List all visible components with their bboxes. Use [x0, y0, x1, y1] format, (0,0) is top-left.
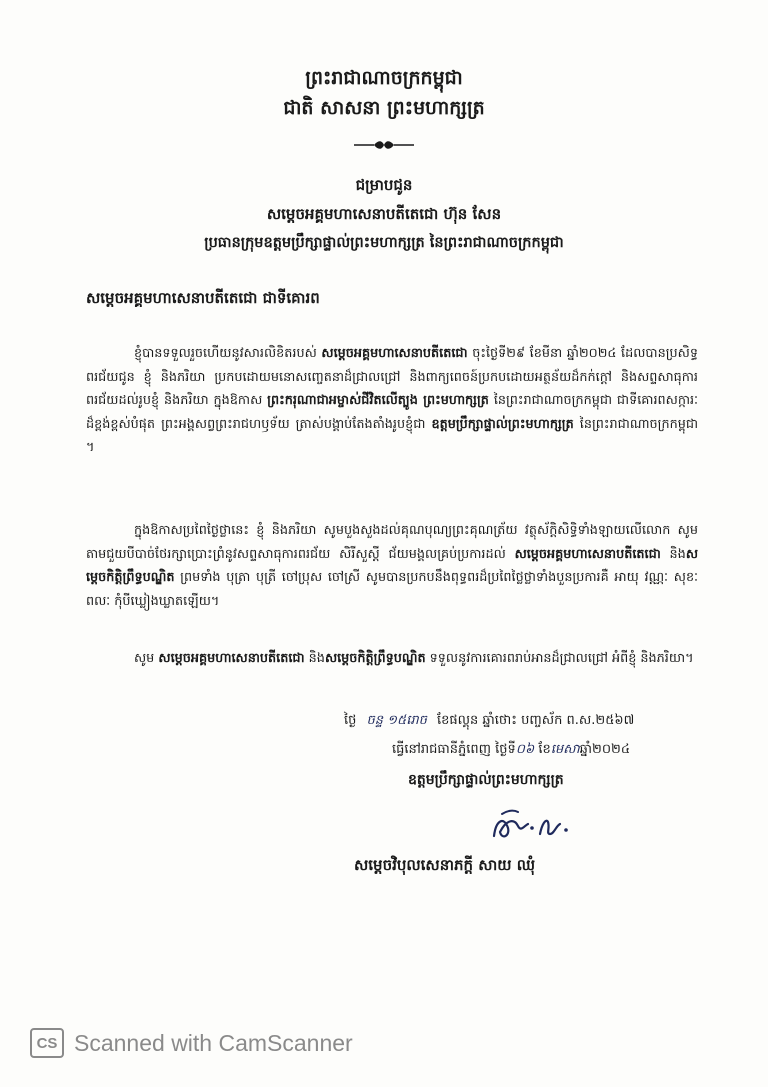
signer-name: សម្តេចវិបុលសេនាភក្តី សាយ ឈុំ — [354, 856, 536, 874]
paragraph-bold-text: សម្តេចអគ្គមហាសេនាបតីតេជោ — [158, 651, 305, 666]
paragraph-text: និង — [304, 651, 325, 666]
national-motto: ជាតិ សាសនា ព្រះមហាក្សត្រ — [283, 97, 485, 119]
paragraph-text: ទទួលនូវការគោរពរាប់អានដ៏ជ្រាលជ្រៅ អំពីខ្ញុំ និងភរិយា។ — [425, 651, 694, 666]
watermark-text: Scanned with CamScanner — [74, 1029, 353, 1056]
salutation: សម្តេចអគ្គមហាសេនាបតីតេជោ ជាទីគោរព — [86, 289, 320, 307]
place-middle: ខែ — [534, 742, 551, 757]
paragraph-text: នៃព្រះរាជាណាចក្រកម្ពុជា ជាទីគោរពសក្ការៈដ៏ខ្ពង់ខ្ពស់បំផុត ព្រះអង្គសព្វព្រះរាជហឫទ័យ ត្រាស់បង្គាប់តែងតាំងរូបខ្ញុំជា — [86, 393, 698, 432]
recipient-label: ជម្រាបជូន — [355, 176, 413, 194]
paragraph-text: និង — [660, 546, 686, 562]
date-prefix: ថ្ងៃ — [344, 713, 357, 728]
camscanner-watermark — [30, 1028, 353, 1058]
paragraph-text: សូម — [134, 651, 159, 666]
body-paragraph-3 — [86, 647, 698, 671]
camscanner-logo-icon: CS — [30, 1028, 64, 1058]
paragraph-bold-text: ឧត្តមប្រឹក្សាផ្ទាល់ព្រះមហាក្សត្រ — [431, 416, 574, 432]
place-prefix: ធ្វើនៅរាជធានីភ្នំពេញ ថ្ងៃទី — [392, 742, 516, 757]
handwritten-day: ០៦ — [515, 742, 535, 757]
paragraph-bold-text: សម្តេចអគ្គមហាសេនាបតីតេជោ — [321, 346, 468, 361]
paragraph-text: ខ្ញុំបានទទួលរួចហើយនូវសារលិខិតរបស់ — [134, 346, 322, 361]
paragraph-bold-text: ព្រះករុណាជាអម្ចាស់ជីវិតលើត្បូង ព្រះមហាក្សត្រ — [267, 393, 489, 409]
ornament-divider — [0, 138, 768, 152]
date-suffix: ខែផល្គុន ឆ្នាំថោះ បញ្ចស័ក ព.ស.២៥៦៧ — [436, 713, 635, 728]
recipient-name: សម្តេចអគ្គមហាសេនាបតីតេជោ ហ៊ុន សែន — [266, 205, 502, 223]
paragraph-text: ចុះថ្ងៃទី២៩ ខែមីនា ឆ្នាំ២០២៤ ដែលបានប្រសិទ្ធពរជ័យជូន ខ្ញុំ និងភរិយា ប្រកបដោយមនោសញ្ចេតនាដ៏ជ្រាលជ្រៅ និងពាក្យពេចន៍ប្រកបដោយអត្ថន័យដ៏កក់ក្តៅ និងសព្ទសាធុការពរជ័យដល់រូបខ្ញុំ និងភរិយា ក្នុងឱកាស — [86, 346, 698, 409]
handwritten-date: ចន្ទ ១៥រោច — [366, 713, 427, 728]
paragraph-bold-text: សម្តេចកិត្តិព្រឹទ្ធបណ្ឌិត — [86, 546, 698, 586]
paragraph-bold-text: សម្តេចអគ្គមហាសេនាបតីតេជោ — [514, 546, 661, 562]
paragraph-text: នៃព្រះរាជាណាចក្រកម្ពុជា ។ — [86, 416, 699, 456]
paragraph-text: ព្រមទាំង បុត្រា បុត្រី ចៅប្រុស ចៅស្រី សូមបានប្រកបនឹងពុទ្ធពរដ៏ប្រពៃថ្លៃថ្លាទាំងបួនប្រការគឺ អាយុ វណ្ណៈ សុខៈ ពលៈ កុំបីឃ្លៀងឃ្លាតឡើយ។ — [86, 570, 698, 609]
sender-office: ឧត្តមប្រឹក្សាផ្ទាល់ព្រះមហាក្សត្រ — [408, 772, 564, 788]
body-paragraph-2 — [86, 519, 698, 613]
body-paragraph-1 — [86, 342, 698, 460]
recipient-title: ប្រធានក្រុមឧត្តមប្រឹក្សាផ្ទាល់ព្រះមហាក្សត្រ នៃព្រះរាជាណាចក្រកម្ពុជា — [204, 235, 564, 251]
paragraph-bold-text: សម្តេចកិត្តិព្រឹទ្ធបណ្ឌិត — [324, 651, 426, 666]
paragraph-text: ក្នុងឱកាសប្រពៃថ្ងៃថ្លានេះ ខ្ញុំ និងភរិយា សូមបួងសួងដល់គុណបុណ្យព្រះគុណត្រ័យ វត្ថុស័ក្តិសិទ្ធិទាំងឡាយលើលោក សូមតាមជួយបីបាច់ថែរក្សាប្រោះព្រំនូវសព្ទសាធុការពរជ័យ សិរីសួស្តី ជ័យមង្គលគ្រប់ប្រការដល់ — [86, 523, 698, 562]
kingdom-heading: ព្រះរាជាណាចក្រកម្ពុជា — [305, 67, 463, 89]
handwritten-month: មេសា — [550, 742, 580, 757]
handwritten-signature — [488, 806, 580, 854]
lunar-date-line — [344, 712, 634, 731]
place-date-line — [392, 741, 630, 760]
place-suffix: ឆ្នាំ២០២៤ — [579, 742, 631, 757]
